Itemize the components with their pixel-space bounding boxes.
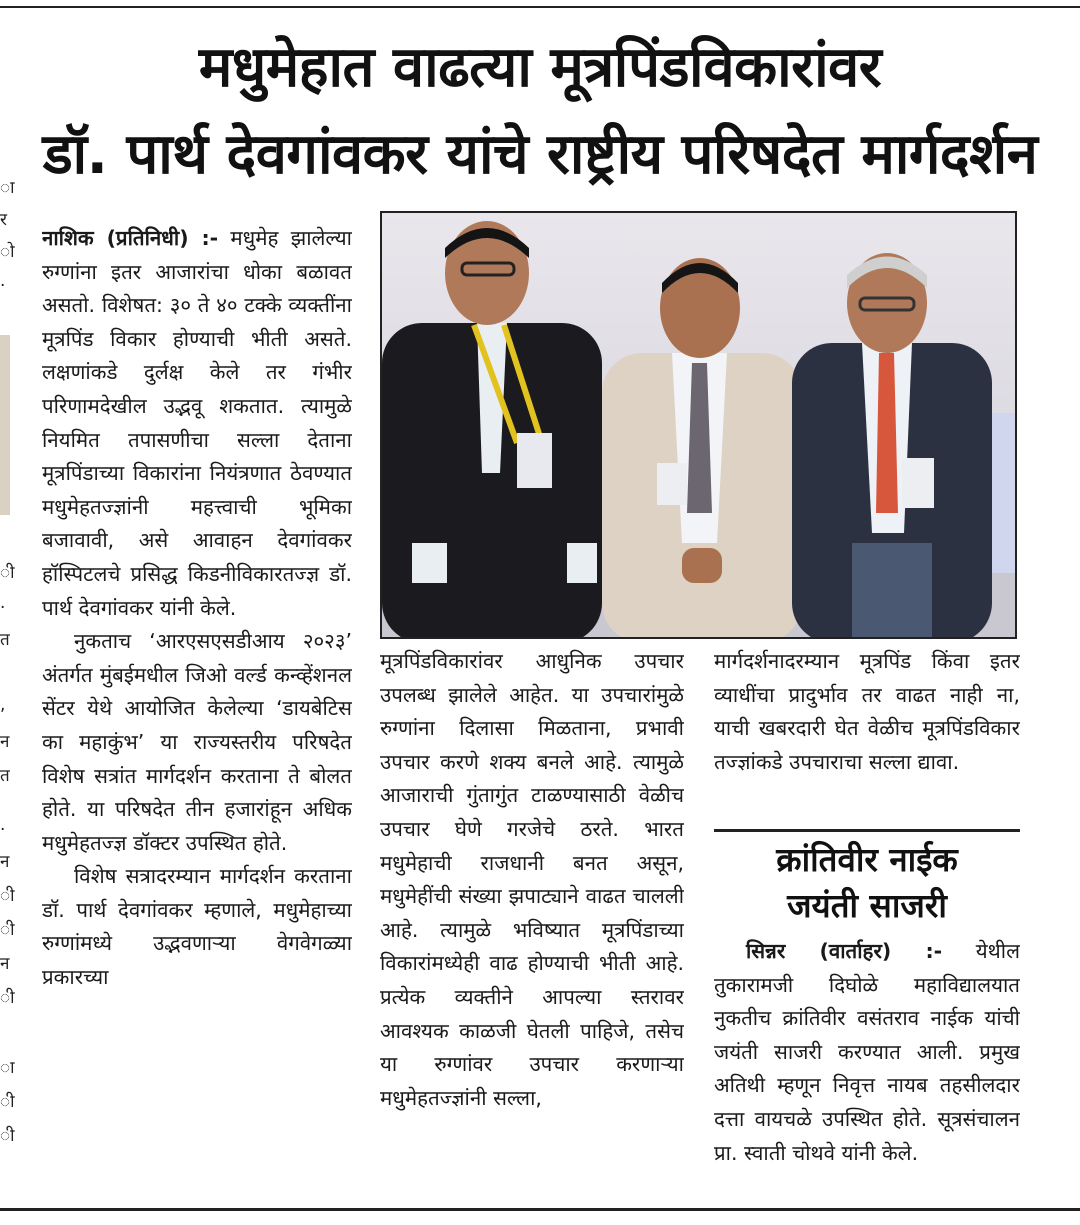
article-column-2 [380, 645, 684, 1115]
edge-fragment: ा [0, 1058, 15, 1078]
edge-fragment: ी [0, 886, 15, 906]
edge-fragment: त [0, 766, 10, 786]
dateline: नाशिक (प्रतिनिधी) :- [42, 226, 219, 250]
edge-fragment: ी [0, 988, 15, 1008]
edge-fragment: ो [0, 242, 15, 262]
edge-fragment: न [0, 852, 10, 872]
person-left [382, 221, 602, 639]
adjacent-photo-edge [0, 335, 10, 515]
bottom-border [0, 1208, 1080, 1211]
second-article-title-line-1: क्रांतिवीर नाईक [776, 840, 958, 879]
article-paragraph: नुकताच ‘आरएसएसडीआय २०२३’ अंतर्गत मुंबईमधील जिओ वर्ल्ड कन्व्हेंशनल सेंटर येथे आयोजित केलेल्या ‘डायबेटिस का महाकुंभ’ या राज्यस्तरीय परिषदेत विशेष सत्रांत मार्गदर्शन करताना ते बोलत होते. या परिषदेत तीन हजारांहून अधिक मधुमेहतज्ज्ञ डॉक्टर उपस्थित होते. [42, 629, 352, 855]
article-column-1 [42, 222, 352, 995]
top-border [0, 6, 1080, 8]
edge-fragment: ी [0, 1126, 15, 1146]
article-paragraph [714, 935, 1020, 1170]
paragraph-text: येथील तुकारामजी दिघोळे महाविद्यालयात नुकतीच क्रांतिवीर वसंतराव नाईक यांची जयंती साजरी करण्यात आली. प्रमुख अतिथी म्हणून निवृत्त नायब तहसीलदार दत्ता वायचळे उपस्थित होते. सूत्रसंचालन प्रा. स्वाती चोथवे यांनी केले. [714, 939, 1020, 1165]
edge-fragment: ी [0, 1092, 15, 1112]
edge-fragment: र [0, 210, 7, 230]
person-right [792, 253, 992, 639]
second-article-body [714, 935, 1020, 1170]
edge-fragment: त [0, 630, 10, 650]
headline-line-1: मधुमेहात वाढत्या मूत्रपिंडविकारांवर [198, 35, 882, 100]
article-column-3 [714, 645, 1020, 779]
headline-line-2: डॉ. पार्थ देवगांवकर यांचे राष्ट्रीय परिषदेत मार्गदर्शन [42, 122, 1038, 187]
person-middle [602, 258, 802, 639]
edge-fragment: ी [0, 563, 15, 583]
article-paragraph [42, 222, 352, 625]
second-article-title-line-2: जयंती साजरी [787, 886, 947, 925]
article-paragraph: मार्गदर्शनादरम्यान मूत्रपिंड किंवा इतर व्याधींचा प्रादुर्भाव तर वाढत नाही ना, याची खबरदारी घेत वेळीच मूत्रपिंडविकार तज्ज्ञांकडे उपचाराचा सल्ला द्यावा. [714, 649, 1020, 774]
paragraph-text: मधुमेह झालेल्या रुग्णांना इतर आजारांचा धोका बळावत असतो. विशेषत: ३० ते ४० टक्के व्यक्तींना मूत्रपिंड विकार होण्याची भीती असते. लक्षणांकडे दुर्लक्ष केले तर गंभीर परिणामदेखील उद्भवू शकतात. त्यामुळे नियमित तपासणीचा सल्ला देताना मूत्रपिंडाच्या विकारांना नियंत्रणात ठेवण्यात मधुमेहतज्ज्ञांनी महत्त्वाची भूमिका बजावावी, असे आवाहन देवगांवकर हॉस्पिटलचे प्रसिद्ध किडनीविकारतज्ज्ञ डॉ. पार्थ देवगांवकर यांनी केले. [42, 226, 352, 620]
edge-fragment: न [0, 954, 10, 974]
adjacent-column-fragment [0, 165, 18, 1165]
three-doctors-illustration [382, 213, 1017, 639]
article-paragraph: मूत्रपिंडविकारांवर आधुनिक उपचार उपलब्ध झालेले आहेत. या उपचारांमुळे रुग्णांना दिलासा मिळताना, प्रभावी उपचार करणे शक्य बनले आहे. त्यामुळे आजाराची गुंतागुंत टाळण्यासाठी वेळीच उपचार घेणे गरजेचे ठरते. भारत मधुमेहाची राजधानी बनत असून, मधुमेहींची संख्या झपाट्याने वाढत चालली आहे. त्यामुळे भविष्यात मूत्रपिंडाच्या विकारांमध्येही वाढ होण्याची भीती आहे. प्रत्येक व्यक्तीने आपल्या स्तरावर आवश्यक काळजी घेतली पाहिजे, तसेच या रुग्णांवर उपचार करणाऱ्या मधुमेहतज्ज्ञांनी सल्ला, [380, 649, 684, 1110]
edge-fragment: , [0, 695, 6, 715]
section-divider [714, 829, 1020, 832]
edge-fragment: . [0, 593, 6, 613]
edge-fragment: ा [0, 178, 15, 198]
edge-fragment: . [0, 271, 6, 291]
article-paragraph: विशेष सत्रादरम्यान मार्गदर्शन करताना डॉ. पार्थ देवगांवकर म्हणाले, मधुमेहाच्या रुग्णांमध्ये उद्भवणाऱ्या वेगवेगळ्या प्रकारच्या [42, 864, 352, 990]
edge-fragment: . [0, 815, 6, 835]
edge-fragment: न [0, 732, 10, 752]
event-photo [380, 211, 1017, 639]
second-article-dateline: सिन्नर (वार्ताहर) :- [746, 939, 943, 963]
edge-fragment: ी [0, 920, 15, 940]
